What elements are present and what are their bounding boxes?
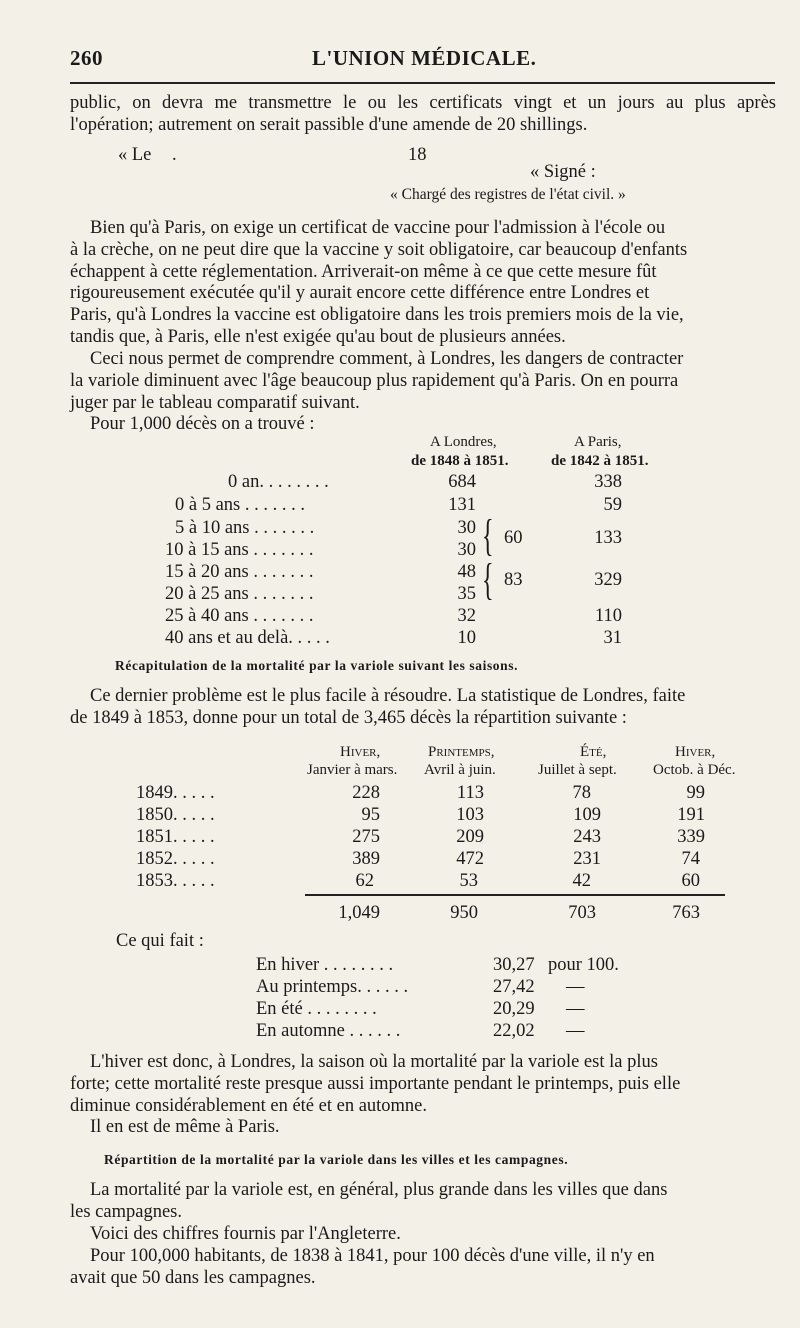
paris-value: 31	[603, 628, 622, 648]
season-pct-label: En automne . . . . . .	[256, 1021, 401, 1041]
section-caption-towns: Répartition de la mortalité par la variole dans les villes et les campagnes.	[104, 1152, 569, 1167]
season-head-winter2-sub: Octob. à Déc.	[653, 762, 736, 778]
season-pct-suffix: —	[566, 977, 585, 997]
paris-value: 59	[603, 495, 622, 515]
paris-header-1: A Paris,	[574, 434, 622, 450]
season-head-winter1: Hiver,	[340, 744, 381, 760]
form-year: 18	[408, 145, 427, 165]
text-line: Ceci nous permet de comprendre comment, à Londres, les dangers de contracter	[90, 349, 684, 369]
season-value: 209	[456, 827, 484, 847]
form-le: « Le	[118, 145, 152, 165]
season-year: 1850. . . . .	[136, 805, 215, 825]
season-value: 389	[352, 849, 380, 869]
form-charge: « Chargé des registres de l'état civil. »	[390, 186, 626, 203]
intro-paragraph	[70, 93, 776, 137]
text-line: échappent à cette réglementation. Arriverait-on même à ce que cette mesure fût	[70, 261, 657, 282]
season-value: 95	[361, 805, 380, 825]
season-pct-value: 22,02	[493, 1021, 535, 1041]
paris-value: 338	[594, 472, 622, 492]
season-value: 103	[456, 805, 484, 825]
text-line: juger par le tableau comparatif suivant.	[70, 392, 360, 413]
age-label: 0 an. . . . . . . .	[228, 472, 329, 492]
season-year: 1851. . . . .	[136, 827, 215, 847]
season-total: 1,049	[338, 903, 380, 923]
age-label: 20 à 25 ans . . . . . . .	[165, 584, 314, 604]
season-value: 74	[681, 849, 700, 869]
season-pct-label: Au printemps. . . . . .	[256, 977, 409, 997]
season-year: 1849. . . . .	[136, 783, 215, 803]
paragraph-towns	[70, 1180, 776, 1224]
season-value: 113	[456, 783, 484, 803]
season-value: 62	[355, 871, 374, 891]
form-signe: « Signé :	[530, 162, 596, 182]
text-line: La mortalité par la variole est, en général, plus grande dans les villes que dans	[90, 1180, 668, 1200]
season-total: 763	[672, 903, 700, 923]
text-line: avait que 50 dans les campagnes.	[70, 1267, 316, 1288]
age-label: 40 ans et au delà. . . . .	[165, 628, 330, 648]
header-rule	[70, 82, 775, 84]
season-year: 1853. . . . .	[136, 871, 215, 891]
form-dot: .	[172, 145, 177, 165]
london-group-value: 83	[504, 570, 523, 590]
paragraph-winter	[70, 1052, 776, 1117]
season-pct-value: 27,42	[493, 977, 535, 997]
season-pct-value: 20,29	[493, 999, 535, 1019]
brace-left-group2: {	[482, 555, 494, 604]
text-line: Paris, qu'à Londres la vaccine est obligatoire dans les trois premiers mois de la vie,	[70, 305, 684, 326]
text-line: diminue considérablement en été et en automne.	[70, 1095, 428, 1116]
season-head-summer-sub: Juillet à sept.	[538, 762, 617, 778]
text-line: public, on devra me transmettre le ou les certificats vingt et un jours au plus après	[70, 93, 776, 113]
paragraph-comparison	[70, 349, 776, 414]
season-value: 42	[572, 871, 591, 891]
text-line: Bien qu'à Paris, on exige un certificat de vaccine pour l'admission à l'école ou	[90, 218, 666, 238]
totals-rule	[305, 894, 725, 896]
paris-group-value: 133	[594, 528, 622, 548]
paragraph-paris: Il en est de même à Paris.	[90, 1117, 280, 1137]
season-value: 243	[573, 827, 601, 847]
season-value: 472	[456, 849, 484, 869]
season-pct-suffix: —	[566, 999, 585, 1019]
season-year: 1852. . . . .	[136, 849, 215, 869]
age-label: 25 à 40 ans . . . . . . .	[165, 606, 314, 626]
season-value: 339	[677, 827, 705, 847]
season-head-spring-sub: Avril à juin.	[424, 762, 496, 778]
season-total: 703	[568, 903, 596, 923]
text-line: Ce dernier problème est le plus facile à résoudre. La statistique de Londres, faite	[90, 686, 686, 706]
section-caption-seasons: Récapitulation de la mortalité par la variole suivant les saisons.	[115, 658, 519, 673]
text-line: Pour 100,000 habitants, de 1838 à 1841, pour 100 décès d'une ville, il n'y en	[90, 1246, 655, 1266]
text-line: forte; cette mortalité reste presque aussi importante pendant le printemps, puis elle	[70, 1073, 681, 1094]
season-value: 231	[573, 849, 601, 869]
text-line: rigoureusement exécutée qu'il y aurait encore cette différence entre Londres et	[70, 283, 650, 304]
paragraph-figures	[70, 1246, 776, 1290]
age-label: 0 à 5 ans . . . . . . .	[175, 495, 305, 515]
paragraph-vaccine	[70, 218, 776, 349]
age-label: 15 à 20 ans . . . . . . .	[165, 562, 314, 582]
season-value: 53	[459, 871, 478, 891]
season-value: 228	[352, 783, 380, 803]
brace-left-group1: {	[482, 511, 494, 560]
season-total: 950	[450, 903, 478, 923]
text-line: tandis que, à Paris, elle n'est exigée qu'au bout de plusieurs années.	[70, 326, 566, 347]
season-value: 191	[677, 805, 705, 825]
season-pct-suffix: pour 100.	[548, 955, 619, 975]
london-value: 35	[457, 584, 476, 604]
season-head-summer: Été,	[580, 744, 607, 760]
season-value: 78	[572, 783, 591, 803]
journal-title: L'UNION MÉDICALE.	[312, 46, 537, 70]
text-line: la variole diminuent avec l'âge beaucoup plus rapidement qu'à Paris. On en pourra	[70, 370, 679, 391]
paris-header-2: de 1842 à 1851.	[551, 453, 649, 469]
text-line: à la crèche, on ne peut dire que la vaccine y soit obligatoire, car beaucoup d'enfants	[70, 239, 688, 260]
london-value: 32	[457, 606, 476, 626]
season-value: 99	[686, 783, 705, 803]
age-label: 10 à 15 ans . . . . . . .	[165, 540, 314, 560]
season-value: 275	[352, 827, 380, 847]
age-label: 5 à 10 ans . . . . . . .	[175, 518, 315, 538]
london-value: 684	[448, 472, 476, 492]
ce-qui-fait: Ce qui fait :	[116, 931, 204, 951]
london-value: 48	[457, 562, 476, 582]
paris-value: 110	[594, 606, 622, 626]
season-pct-value: 30,27	[493, 955, 535, 975]
page-number: 260	[70, 46, 103, 70]
text-line: l'opération; autrement on serait passible d'une amende de 20 shillings.	[70, 114, 588, 135]
london-value: 131	[448, 495, 476, 515]
london-header-2: de 1848 à 1851.	[411, 453, 509, 469]
pour-line: Pour 1,000 décès on a trouvé :	[90, 414, 315, 434]
season-head-spring: Printemps,	[428, 744, 495, 760]
season-pct-label: En hiver . . . . . . . .	[256, 955, 394, 975]
text-line: les campagnes.	[70, 1201, 182, 1222]
london-value: 30	[457, 518, 476, 538]
paragraph-angleterre: Voici des chiffres fournis par l'Angleterre.	[90, 1224, 401, 1244]
season-value: 109	[573, 805, 601, 825]
paragraph-statistics	[70, 686, 776, 730]
london-header-1: A Londres,	[430, 434, 497, 450]
london-value: 10	[457, 628, 476, 648]
text-line: de 1849 à 1853, donne pour un total de 3,465 décès la répartition suivante :	[70, 707, 627, 728]
london-group-value: 60	[504, 528, 523, 548]
paris-group-value: 329	[594, 570, 622, 590]
season-pct-suffix: —	[566, 1021, 585, 1041]
text-line: L'hiver est donc, à Londres, la saison où la mortalité par la variole est la plus	[90, 1052, 658, 1072]
season-value: 60	[681, 871, 700, 891]
season-head-winter2: Hiver,	[675, 744, 716, 760]
london-value: 30	[457, 540, 476, 560]
season-head-winter1-sub: Janvier à mars.	[307, 762, 398, 778]
season-pct-label: En été . . . . . . . .	[256, 999, 377, 1019]
